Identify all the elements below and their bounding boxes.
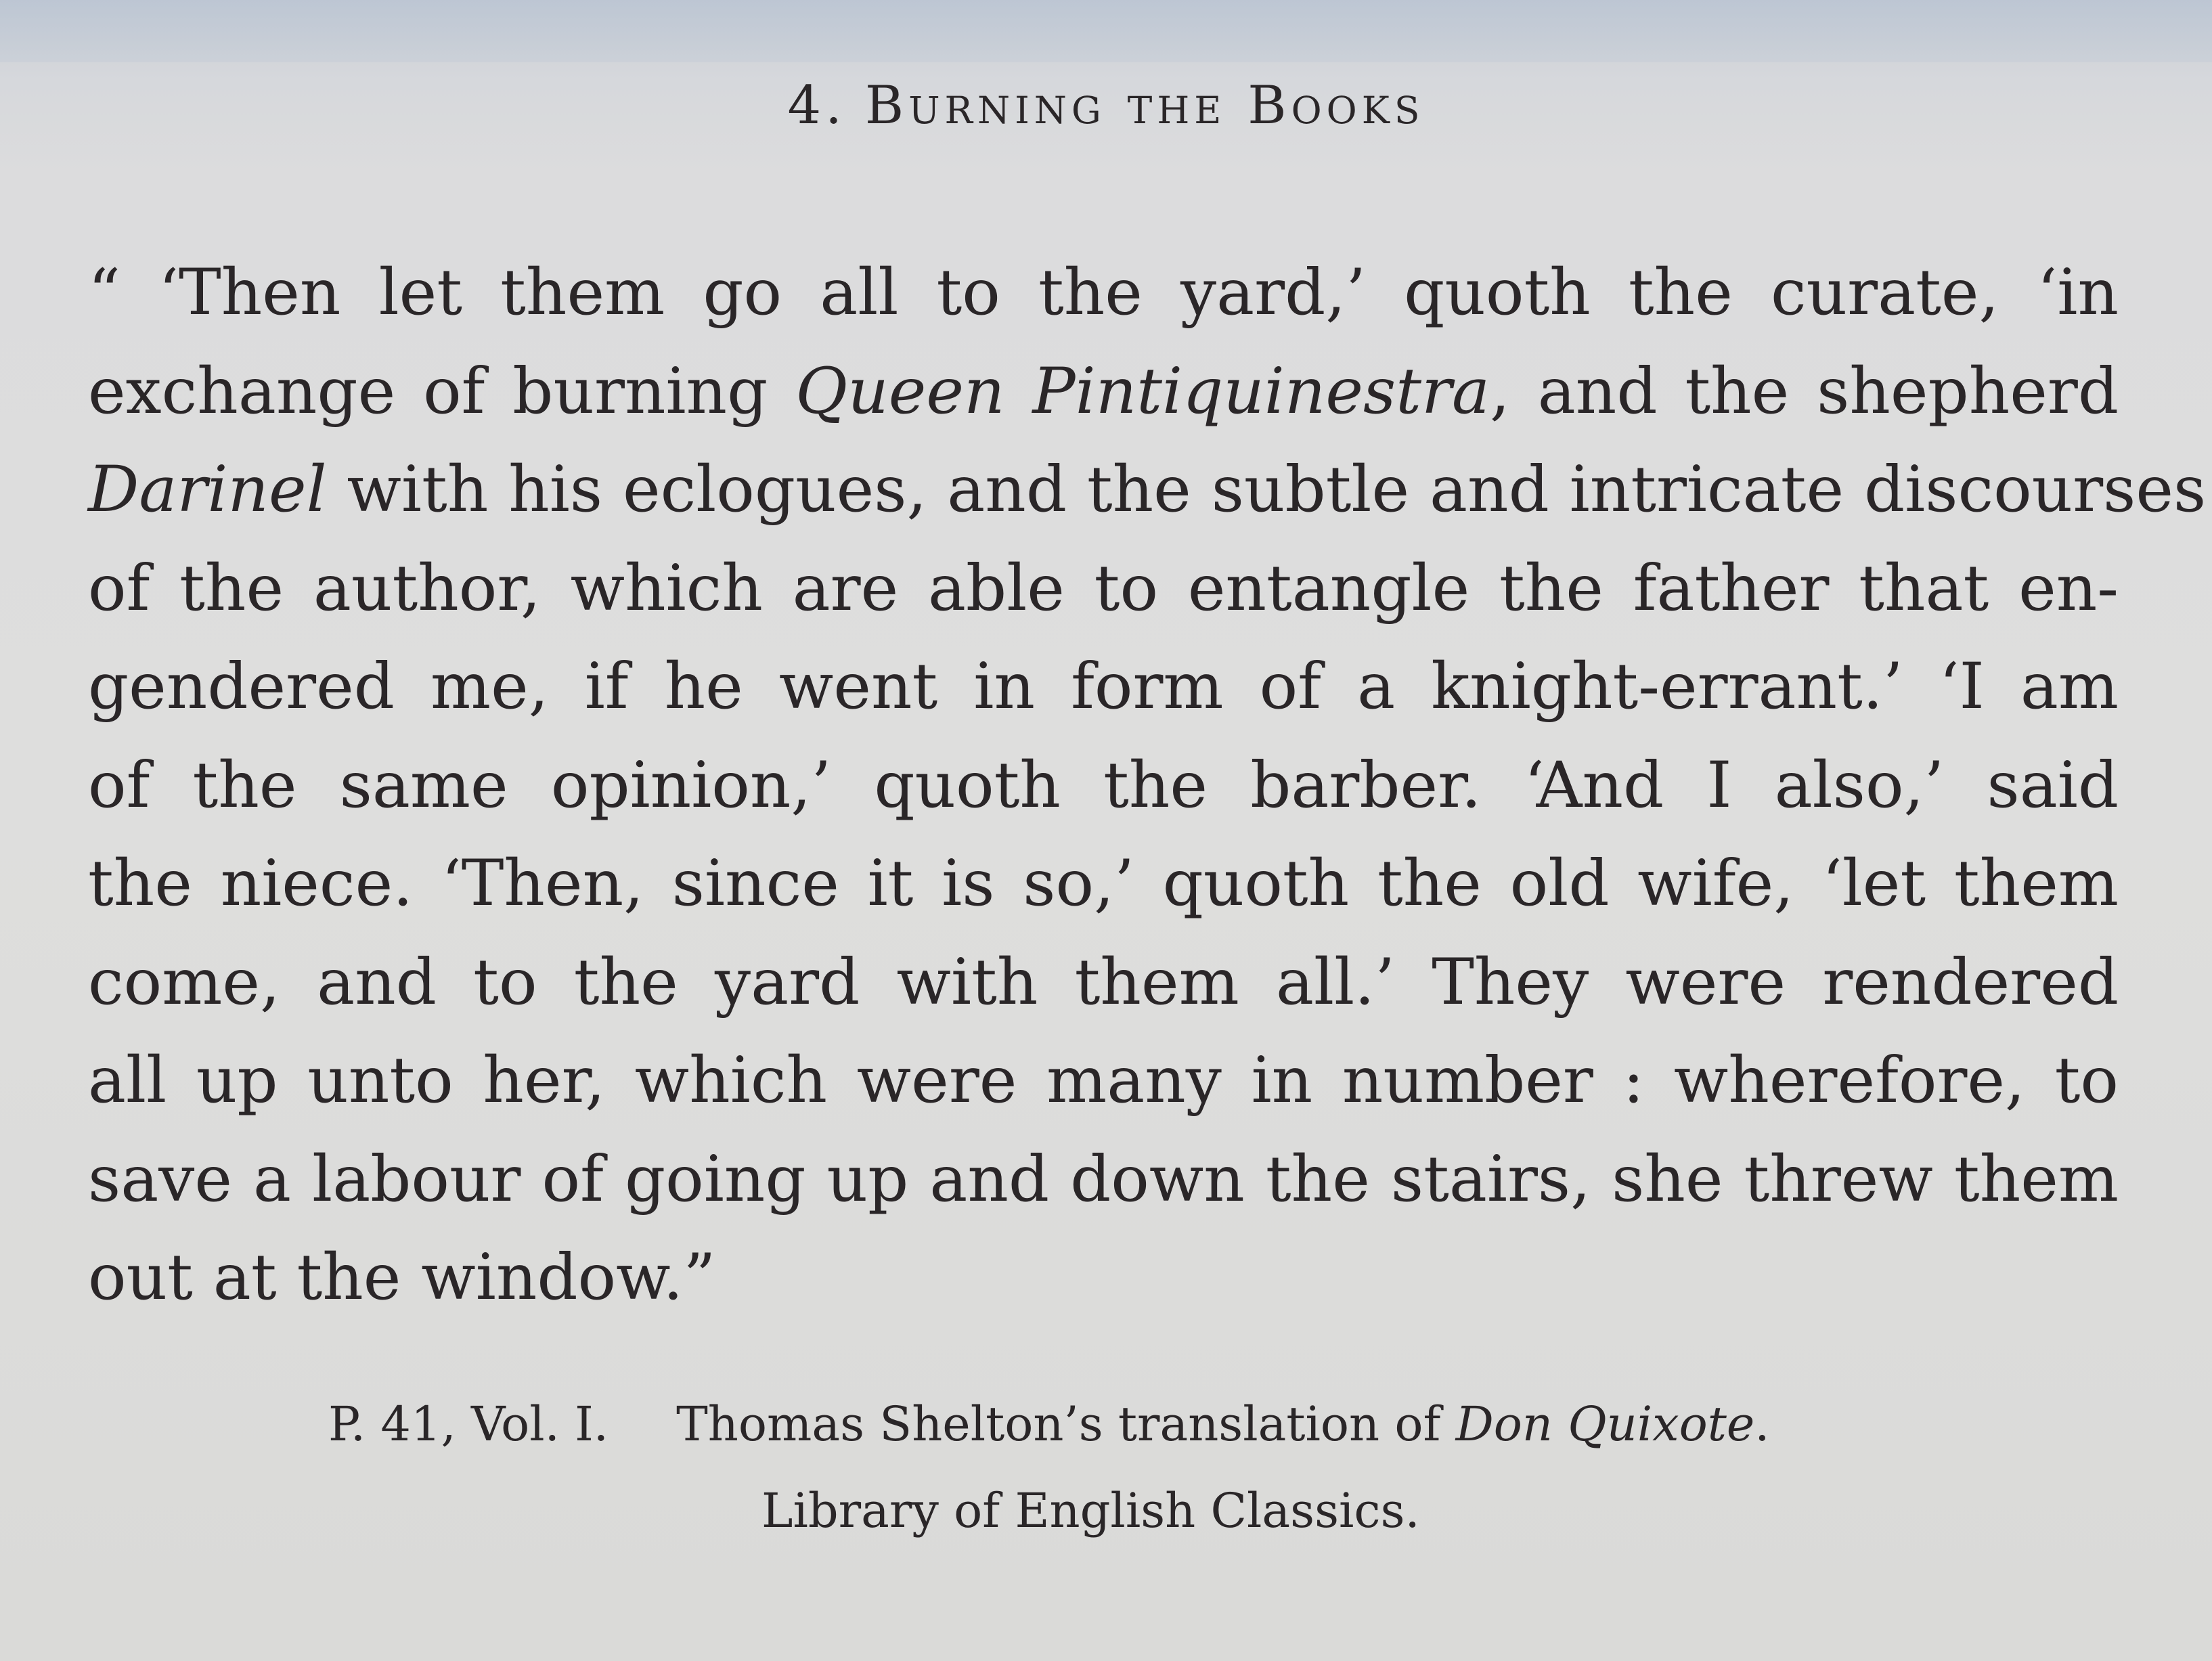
quote-line <box>88 441 2207 539</box>
citation-translation-suffix: . <box>1754 1396 1770 1452</box>
quote-text: “ ‘Then let them go all to the yard,’ quoth the curate, ‘in <box>88 256 2119 330</box>
chapter-title: Burning the Books <box>864 75 1425 136</box>
quote-line <box>88 835 2119 933</box>
quote-text: out at the window.” <box>88 1241 716 1314</box>
citation-line-1 <box>328 1381 1770 1467</box>
quote-text: save a labour of going up and down the stairs, she threw them <box>88 1142 2119 1216</box>
quote-line <box>88 638 2119 736</box>
quote-text: of the author, which are able to entangle the father that en- <box>88 551 2119 625</box>
quote-line <box>88 342 2119 441</box>
quote-text: come, and to the yard with them all.’ They were rendered <box>88 945 2119 1019</box>
citation-reference: P. 41, Vol. I. <box>328 1396 609 1452</box>
quote-text: of the same opinion,’ quoth the barber. ‘And I also,’ said <box>88 748 2119 822</box>
quote-text: gendered me, if he went in form of a knight-errant.’ ‘I am <box>88 650 2119 724</box>
citation-translation-prefix: Thomas Shelton’s translation of <box>676 1396 1456 1452</box>
quote-line <box>88 1130 2119 1229</box>
quote-line <box>88 933 2119 1032</box>
quote-text: , and the shepherd <box>1490 354 2119 428</box>
page-top-edge <box>0 0 2212 62</box>
quote-text: all up unto her, which were many in number : wherefore, to <box>88 1044 2119 1117</box>
quote-line <box>88 539 2119 638</box>
quote-text: with his eclogues, and the subtle and intricate discourses <box>326 453 2207 527</box>
quotation-passage <box>88 244 2207 1327</box>
citation-book-title: Don Quixote <box>1455 1396 1755 1452</box>
chapter-heading <box>0 73 2212 138</box>
quote-text: exchange of burning <box>88 354 796 428</box>
quote-line <box>88 1228 2119 1327</box>
quote-line <box>88 244 2119 342</box>
quote-line <box>88 1032 2119 1130</box>
quote-italic-text: Queen Pintiquinestra <box>795 354 1490 428</box>
quote-text: the niece. ‘Then, since it is so,’ quoth the old wife, ‘let them <box>88 847 2119 921</box>
quote-line <box>88 736 2119 835</box>
chapter-number: 4. <box>787 75 846 136</box>
quote-italic-text: Darinel <box>88 453 327 527</box>
citation-series: Library of English Classics. <box>761 1483 1420 1538</box>
